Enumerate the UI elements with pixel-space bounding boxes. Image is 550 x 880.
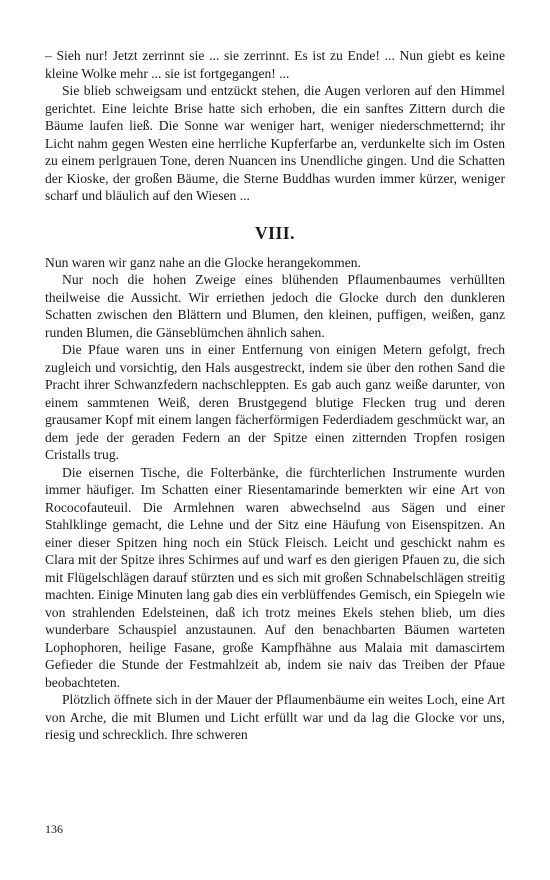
paragraph: Sie blieb schweigsam und entzückt stehen, die Augen verloren auf den Himmel gerichtet. Eine leichte Brise hatte sich erhoben, die ein sanftes Zittern durch die Bäume laufen ließ. Die Sonne war weniger hart, weniger niederschmetternd; ihr Licht nahm gegen Westen eine herrliche Kupferfarbe an, verdunkelte sich im Osten zu einem perlgrauen Tone, deren Nuancen ins Unendliche gingen. Und die Schatten der Kioske, der großen Bäume, die Sterne Buddhas wurden immer kürzer, weniger scharf und bläulich auf den Wiesen ... [45,83,505,203]
chapter-heading: VIII. [255,222,295,243]
paragraph: Nur noch die hohen Zweige eines blühenden Pflaumenbaumes verhüllten theilweise die Aussicht. Wir erriethen jedoch die Glocke durch den dunkleren Schatten zwischen den Blättern und Blumen, den kleinen, puffigen, weißen, ganz runden Blumen, die Gänseblümchen ähnlich sahen. [45,272,505,340]
paragraph: Nun waren wir ganz nahe an die Glocke herangekommen. [45,254,361,270]
paragraph: Die eisernen Tische, die Folterbänke, die fürchterlichen Instrumente wurden immer häufiger. Im Schatten einer Riesentamarinde bemerkten wir eine Art von Rococofauteuil. Die Armlehnen waren abwechselnd aus Sägen und einer Stahlklinge gemacht, die Lehne und der Sitz eine Häufung von Eisenspitzen. An einer dieser Spitzen hing noch ein Stück Fleisch. Leicht und geschickt nahm es Clara mit der Spitze ihres Schirmes auf und warf es den gierigen Pfauen zu, die sich mit Flügelschlägen darauf stürzten und es sich mit großen Schnabelschlägen streitig machten. Einige Minuten lang gab dies ein verblüffendes Gemisch, ein Spiegeln wie von strahlenden Edelsteinen, daß ich trotz meines Ekels stehen blieb, um dies wunderbare Schauspiel anzustaunen. Auf den benachbarten Bäumen warteten Lophophoren, heilige Fasane, große Kampfhähne aus Malaia mit damascirtem Gefieder die Stunde der Festmahlzeit ab, indem sie naiv das Treiben der Pfaue beobachteten. [45,464,505,690]
paragraph: – Sieh nur! Jetzt zerrinnt sie ... sie zerrinnt. Es ist zu Ende! ... Nun giebt es keine kleine Wolke mehr ... sie ist fortgegangen! ... [45,48,505,81]
book-page [45,47,505,744]
paragraph: Die Pfaue waren uns in einer Entfernung von einigen Metern gefolgt, frech zugleich und vorsichtig, den Hals ausgestreckt, indem sie über den rothen Sand die Pracht ihrer Schwanzfedern nachschleppten. Es gab auch ganz weiße darunter, von einem sammtenen Weiß, deren Brustgegend blutige Flecken trug und deren grausamer Kopf mit einem langen fächerförmigen Federdiadem geschmückt war, an dem jede der geraden Federn an der Spitze einen zitternden Tropfen rosigen Cristalls trug. [45,342,505,462]
paragraph: Plötzlich öffnete sich in der Mauer der Pflaumenbäume ein weites Loch, eine Art von Arche, die mit Blumen und Licht erfüllt war und da lag die Glocke vor uns, riesig und schrecklich. Ihre schweren [45,692,505,742]
page-number: 136 [45,822,63,836]
